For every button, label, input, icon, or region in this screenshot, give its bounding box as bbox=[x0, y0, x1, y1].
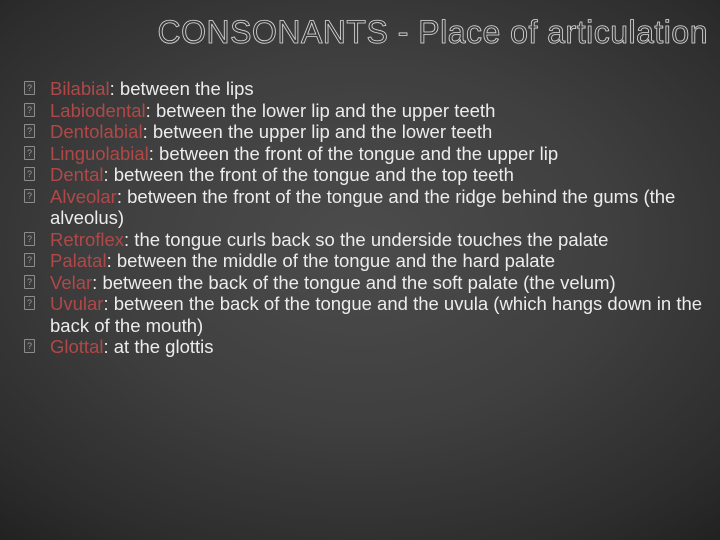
term-description: : between the front of the tongue and the ridge behind the gums (the alveolus) bbox=[50, 185, 676, 228]
term-description: : between the middle of the tongue and the hard palate bbox=[106, 250, 556, 271]
term-label: Alveolar bbox=[50, 185, 117, 207]
bullet-icon: ? bbox=[24, 232, 35, 246]
bullet-icon: ? bbox=[24, 339, 35, 353]
bullet-icon: ? bbox=[24, 189, 35, 203]
bullet-icon: ? bbox=[24, 167, 35, 181]
list-item bbox=[24, 293, 704, 336]
term-label: Bilabial bbox=[50, 78, 110, 99]
bullet-icon: ? bbox=[24, 81, 35, 95]
list-item bbox=[24, 78, 704, 100]
slide-title: CONSONANTS - Place of articulation bbox=[157, 14, 708, 50]
bullet-icon: ? bbox=[24, 103, 35, 117]
term-label: Labiodental bbox=[50, 99, 146, 121]
list-item bbox=[24, 143, 704, 165]
term-description: : at the glottis bbox=[103, 336, 214, 357]
term-description: : between the back of the tongue and the soft palate (the velum) bbox=[92, 271, 616, 293]
term-description: : between the back of the tongue and the uvula (which hangs down in the back of the mouth) bbox=[50, 293, 703, 336]
term-label: Velar bbox=[50, 271, 93, 293]
term-description: : between the front of the tongue and the top teeth bbox=[103, 164, 514, 185]
list-item bbox=[24, 100, 704, 122]
bullet-icon: ? bbox=[24, 253, 35, 267]
term-label: Dentolabial bbox=[50, 121, 143, 142]
term-label: Dental bbox=[50, 164, 104, 185]
term-label: Uvular bbox=[50, 293, 104, 314]
bullet-list bbox=[24, 78, 704, 358]
term-label: Retroflex bbox=[50, 228, 125, 250]
list-item bbox=[24, 336, 704, 358]
bullet-icon: ? bbox=[24, 146, 35, 160]
list-item bbox=[24, 250, 704, 272]
list-item bbox=[24, 272, 704, 294]
list-item bbox=[24, 229, 704, 251]
list-item bbox=[24, 121, 704, 143]
term-description: : between the front of the tongue and the upper lip bbox=[148, 142, 559, 164]
term-label: Glottal bbox=[50, 336, 104, 357]
list-item bbox=[24, 164, 704, 186]
term-description: : between the lower lip and the upper teeth bbox=[145, 99, 496, 121]
bullet-icon: ? bbox=[24, 124, 35, 138]
term-label: Linguolabial bbox=[50, 142, 149, 164]
bullet-icon: ? bbox=[24, 275, 35, 289]
term-description: : between the lips bbox=[109, 78, 254, 99]
list-item bbox=[24, 186, 704, 229]
term-label: Palatal bbox=[50, 250, 107, 271]
term-description: : between the upper lip and the lower teeth bbox=[142, 121, 493, 142]
term-description: : the tongue curls back so the underside touches the palate bbox=[124, 228, 609, 250]
bullet-icon: ? bbox=[24, 296, 35, 310]
